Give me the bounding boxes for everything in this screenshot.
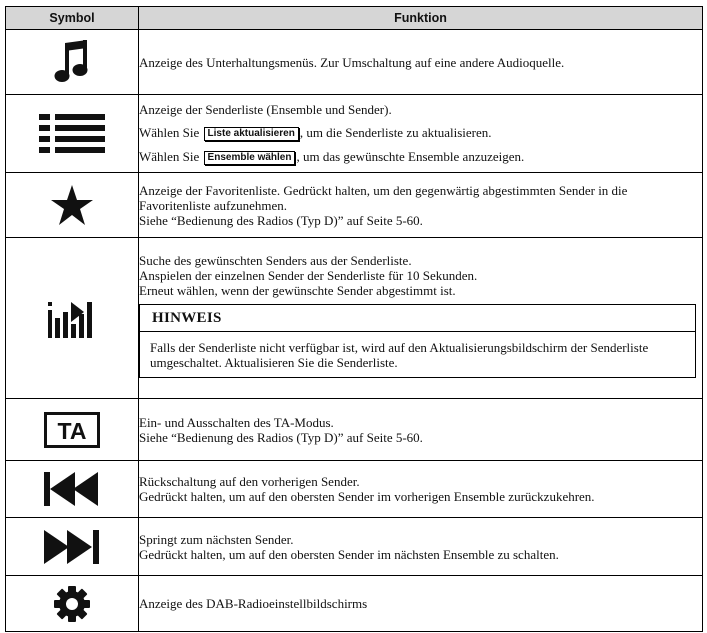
list-line-3-post: , um das gewünschte Ensemble anzuzeigen. <box>296 149 525 164</box>
gear-icon <box>52 584 92 624</box>
skip-next-icon <box>44 530 100 564</box>
function-cell <box>139 576 703 632</box>
list-line-1: Anzeige der Senderliste (Ensemble und Sender). <box>139 102 392 117</box>
next-line-1: Springt zum nächsten Sender. <box>139 531 294 547</box>
note-box <box>139 304 696 378</box>
table-row <box>6 95 703 173</box>
symbol-cell <box>6 576 139 632</box>
skip-previous-icon <box>44 472 100 506</box>
list-line-3-pre: Wählen Sie <box>139 149 200 164</box>
previous-line-1: Rückschaltung auf den vorherigen Sender. <box>139 474 360 489</box>
function-cell <box>139 238 703 399</box>
scan-line-1: Suche des gewünschten Senders aus der Senderliste. <box>139 252 412 268</box>
list-line-2-pre: Wählen Sie <box>139 125 200 140</box>
select-ensemble-button[interactable]: Ensemble wählen <box>204 151 296 165</box>
list-line-2-post: , um die Senderliste zu aktualisieren. <box>299 125 492 140</box>
previous-line-2: Gedrückt halten, um auf den obersten Sender im vorherigen Ensemble zurückzukehren. <box>139 489 595 504</box>
symbol-cell <box>6 461 139 518</box>
scan-line-2: Anspielen der einzelnen Sender der Senderliste für 10 Sekunden. <box>139 267 478 283</box>
list-line-3 <box>139 149 702 165</box>
table-row <box>6 461 703 518</box>
next-line-2: Gedrückt halten, um auf den obersten Sender im nächsten Ensemble zu schalten. <box>139 546 559 562</box>
ta-icon <box>44 412 100 448</box>
favorites-line-2: Siehe “Bedienung des Radios (Typ D)” auf Seite 5-60. <box>139 212 423 228</box>
scan-icon <box>46 298 98 338</box>
note-title: HINWEIS <box>140 305 695 332</box>
note-text: Falls der Senderliste nicht verfügbar ist, wird auf den Aktualisierungsbildschirm der Senderliste umgeschaltet. Aktualisieren Sie die Senderliste. <box>150 339 649 370</box>
music-description: Anzeige des Unterhaltungsmenüs. Zur Umschaltung auf eine andere Audioquelle. <box>139 54 565 70</box>
list-line-2 <box>139 125 702 141</box>
header-function: Funktion <box>139 7 703 30</box>
table-row <box>6 518 703 576</box>
ta-icon-label: TA <box>57 417 87 444</box>
table-row <box>6 173 703 238</box>
symbol-cell <box>6 518 139 576</box>
table-header-row <box>6 7 703 30</box>
symbol-function-table <box>5 6 703 632</box>
ta-line-2: Siehe “Bedienung des Radios (Typ D)” auf Seite 5-60. <box>139 429 423 445</box>
function-cell <box>139 399 703 461</box>
favorites-line-1: Anzeige der Favoritenliste. Gedrückt halten, um den gegenwärtig abgestimmten Sender in die Favoritenliste aufzunehmen. <box>139 182 628 213</box>
scan-line-3: Erneut wählen, wenn der gewünschte Sender abgestimmt ist. <box>139 282 456 298</box>
music-note-icon <box>52 40 92 84</box>
star-icon <box>51 185 93 225</box>
table-row <box>6 238 703 399</box>
table-row <box>6 576 703 632</box>
symbol-cell <box>6 399 139 461</box>
list-icon <box>39 114 105 154</box>
function-cell <box>139 518 703 576</box>
function-cell <box>139 30 703 95</box>
header-symbol: Symbol <box>6 7 139 30</box>
settings-description: Anzeige des DAB-Radioeinstellbildschirms <box>139 596 368 611</box>
symbol-cell <box>6 238 139 399</box>
function-cell <box>139 461 703 518</box>
table-row <box>6 399 703 461</box>
symbol-cell <box>6 30 139 95</box>
ta-line-1: Ein- und Ausschalten des TA-Modus. <box>139 414 334 430</box>
table-row <box>6 30 703 95</box>
symbol-cell <box>6 173 139 238</box>
function-cell <box>139 173 703 238</box>
refresh-list-button[interactable]: Liste aktualisieren <box>204 127 299 141</box>
function-cell <box>139 95 703 173</box>
symbol-cell <box>6 95 139 173</box>
